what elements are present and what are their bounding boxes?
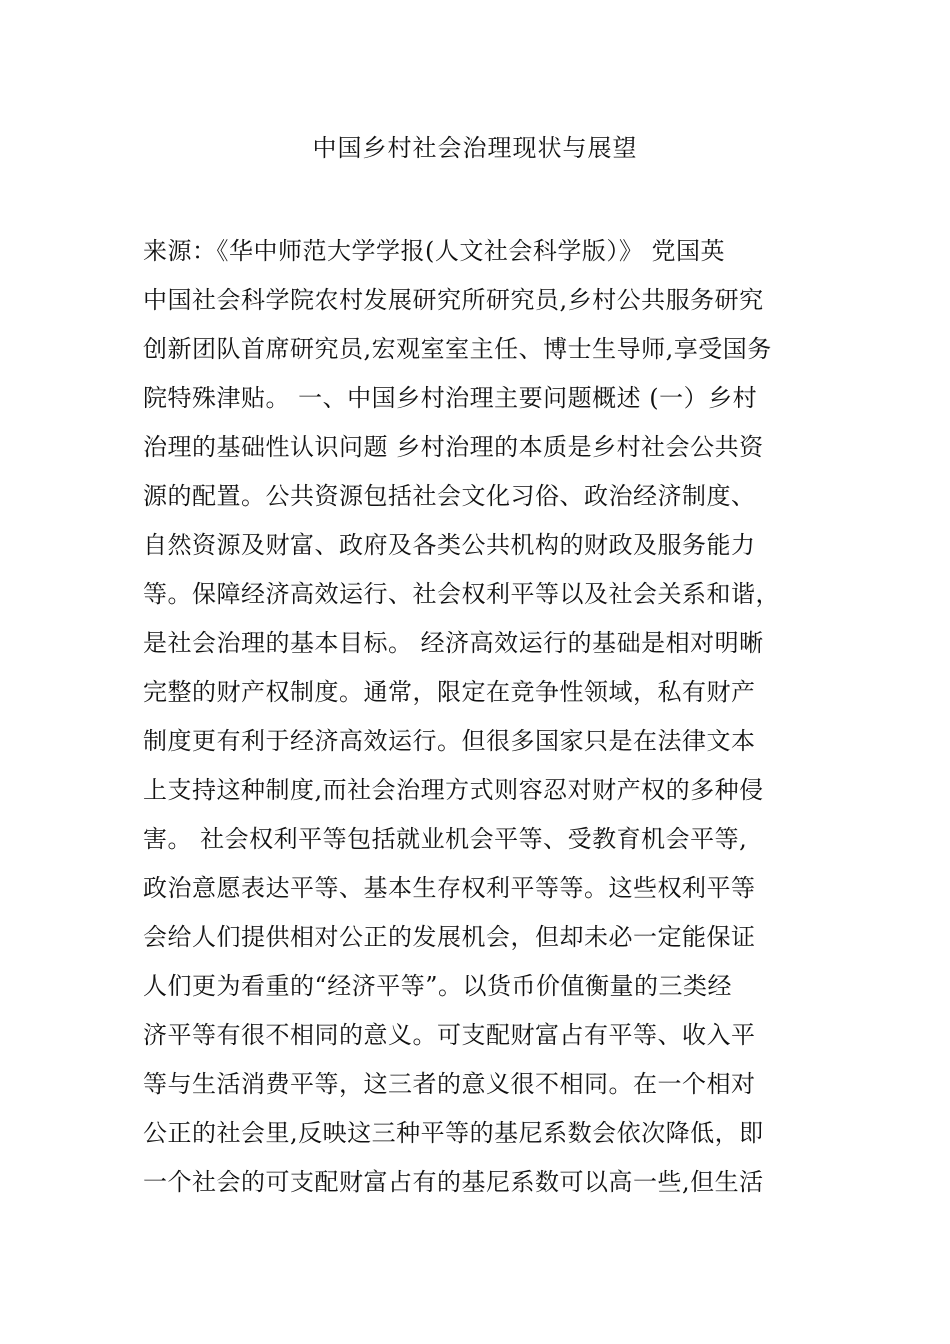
body-line: 等与生活消费平等，这三者的意义很不相同。在一个相对 <box>143 1070 756 1098</box>
body-line: 上支持这种制度,而社会治理方式则容忍对财产权的多种侵 <box>143 776 764 804</box>
body-line: 公正的社会里,反映这三种平等的基尼系数会依次降低，即 <box>143 1119 764 1147</box>
body-line: 创新团队首席研究员,宏观室室主任、博士生导师,享受国务 <box>143 335 772 363</box>
body-line: 害。 社会权利平等包括就业机会平等、受教育机会平等, <box>143 825 748 853</box>
body-line: 治理的基础性认识问题 乡村治理的本质是乡村社会公共资 <box>143 433 764 461</box>
body-line: 中国社会科学院农村发展研究所研究员,乡村公共服务研究 <box>143 286 764 314</box>
body-line: 制度更有利于经济高效运行。但很多国家只是在法律文本 <box>143 727 756 755</box>
body-line: 会给人们提供相对公正的发展机会，但却未必一定能保证 <box>143 923 756 951</box>
body-line: 来源：《华中师范大学学报(人文社会科学版）》 党国英 <box>143 237 725 265</box>
body-line: 院特殊津贴。 一、中国乡村治理主要问题概述 (一）乡村 <box>143 384 758 412</box>
body-line: 是社会治理的基本目标。 经济高效运行的基础是相对明晰 <box>143 629 764 657</box>
body-line: 源的配置。公共资源包括社会文化习俗、政治经济制度、 <box>143 482 756 510</box>
document-body <box>143 227 813 1207</box>
body-line: 等。保障经济高效运行、社会权利平等以及社会关系和谐， <box>143 580 780 608</box>
body-line: 济平等有很不相同的意义。可支配财富占有平等、收入平 <box>143 1021 756 1049</box>
body-line: 人们更为看重的“经济平等”。以货币价值衡量的三类经 <box>143 972 733 1000</box>
body-line: 政治意愿表达平等、基本生存权利平等等。这些权利平等 <box>143 874 756 902</box>
body-line: 完整的财产权制度。通常，限定在竞争性领域，私有财产 <box>143 678 756 706</box>
document-title: 中国乡村社会治理现状与展望 <box>312 134 638 162</box>
body-line: 自然资源及财富、政府及各类公共机构的财政及服务能力 <box>143 531 756 559</box>
body-line: 一个社会的可支配财富占有的基尼系数可以高一些,但生活 <box>143 1168 764 1196</box>
